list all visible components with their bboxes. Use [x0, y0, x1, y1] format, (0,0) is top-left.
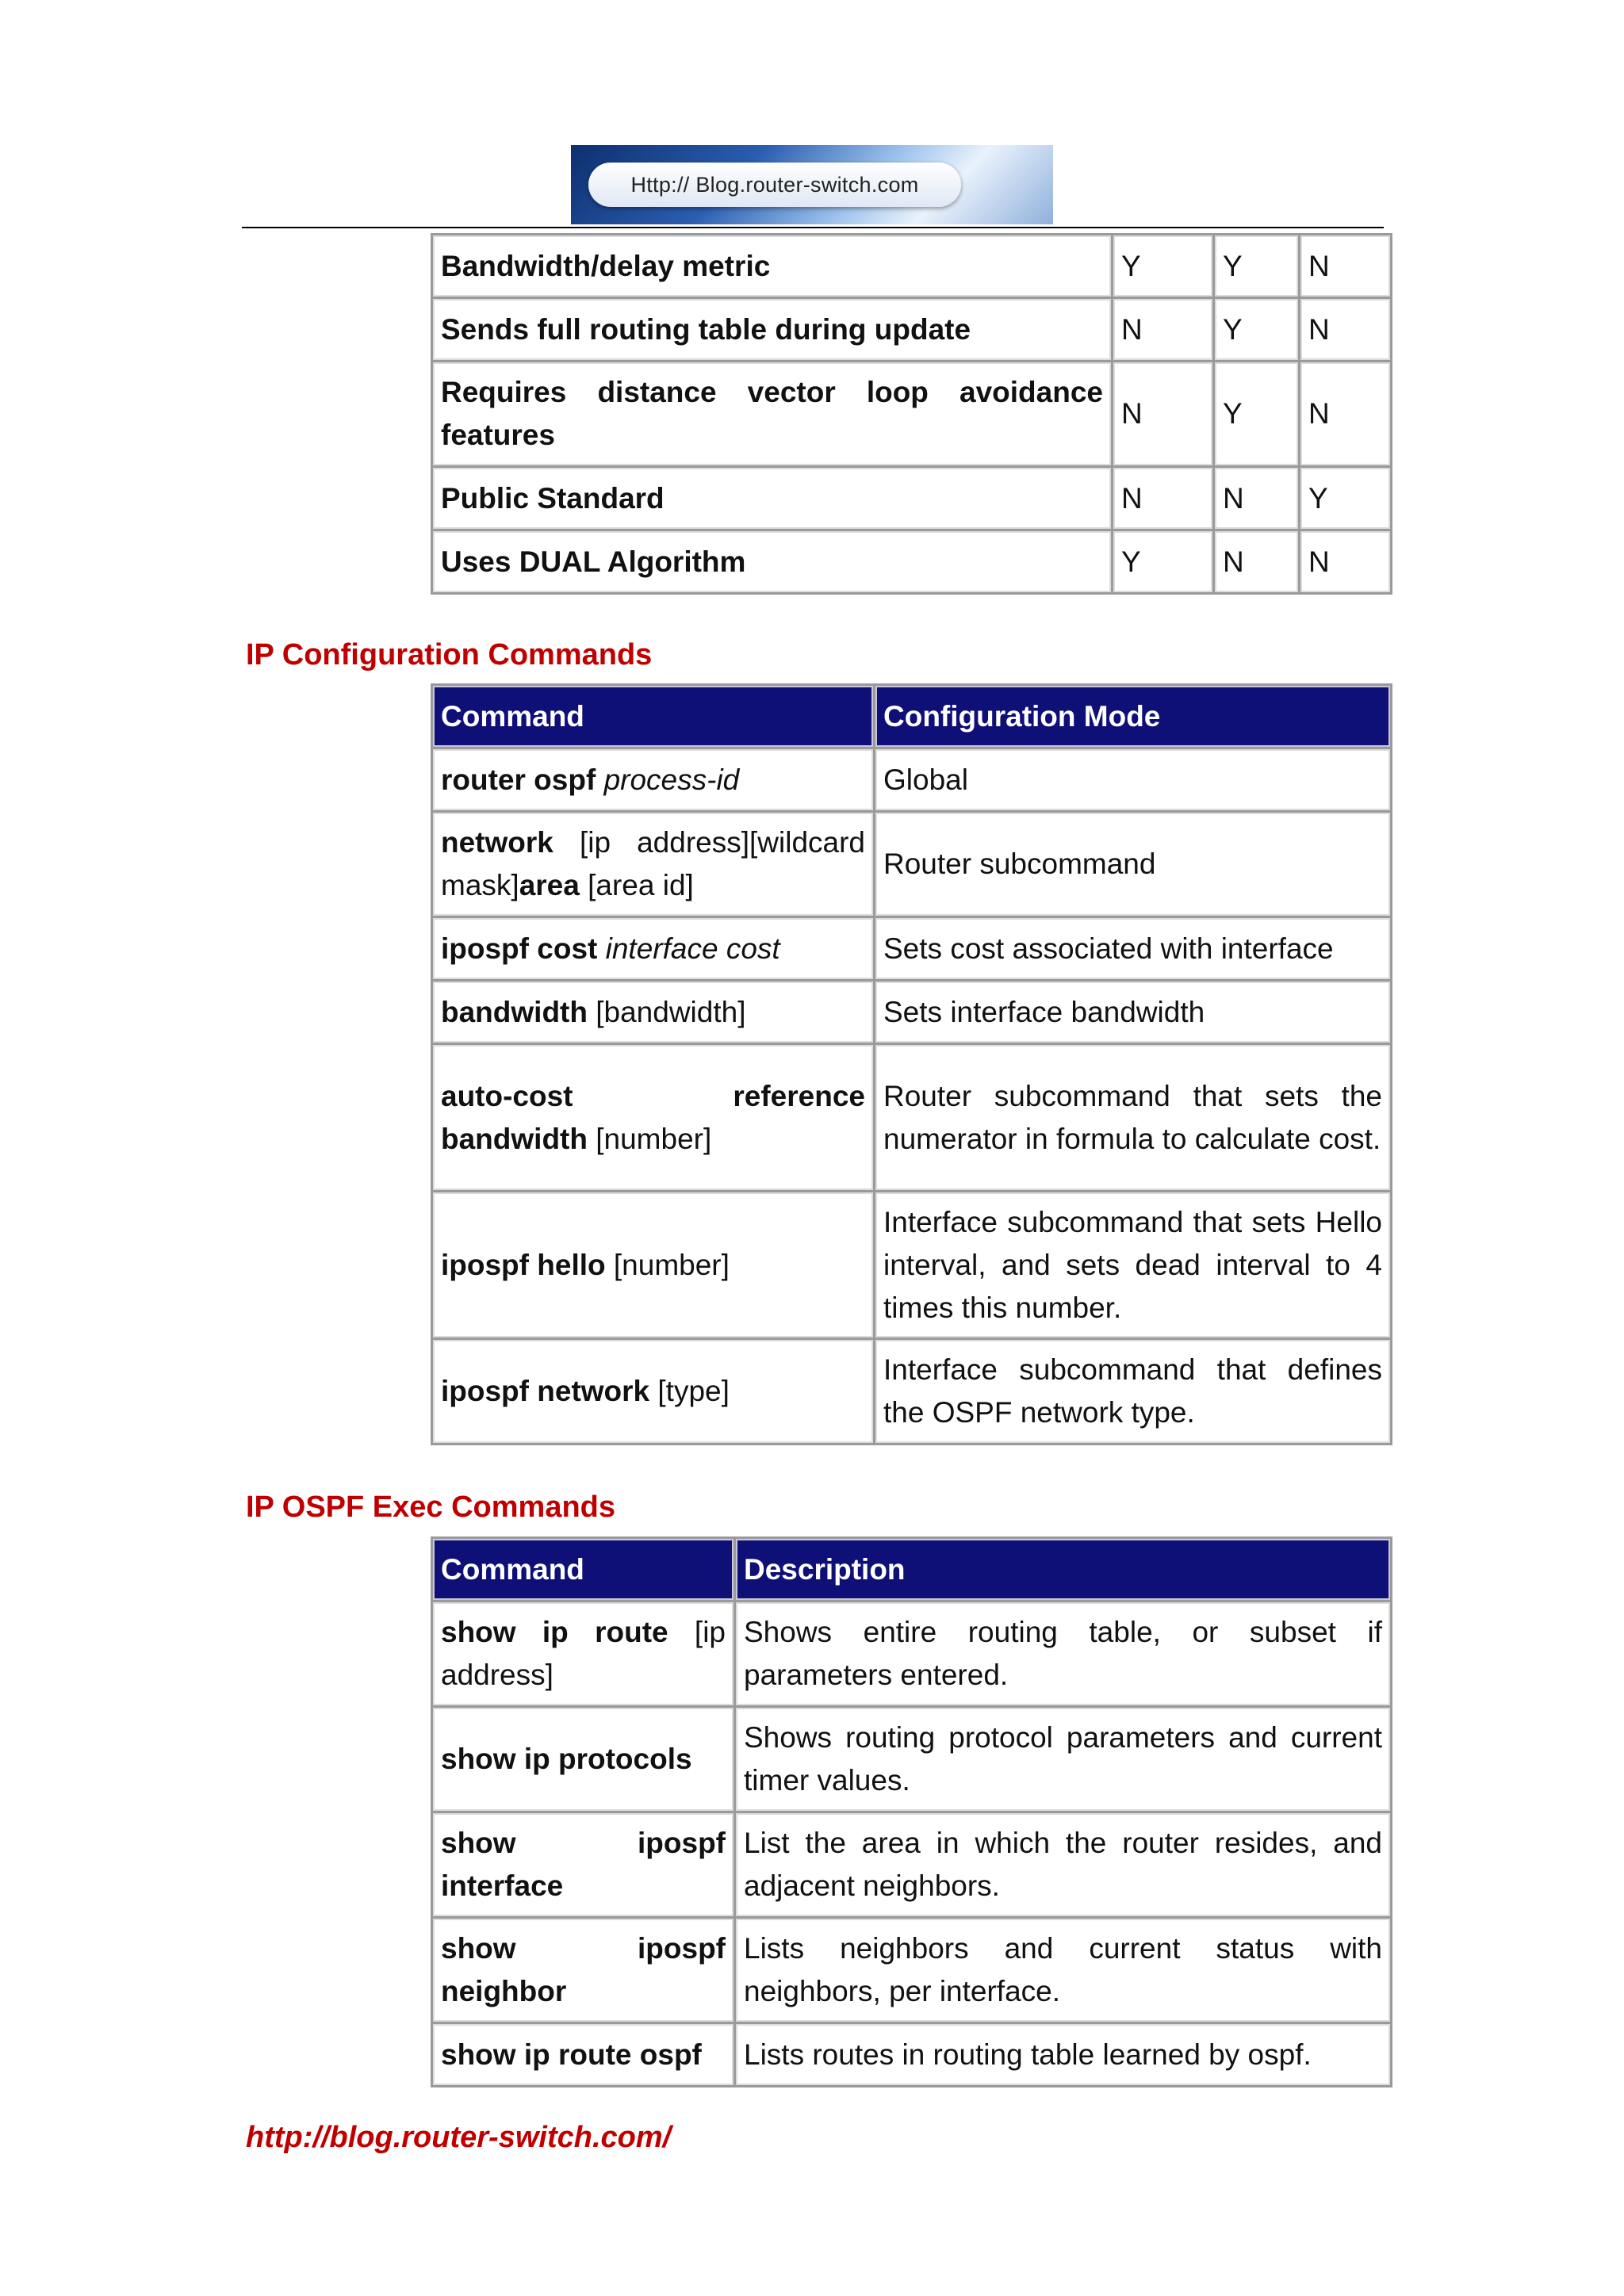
feature-cell: Public Standard: [432, 467, 1113, 530]
description-cell: List the area in which the router resides, and adjacent neighbors.: [735, 1812, 1392, 1918]
description-cell: Router subcommand: [875, 812, 1392, 917]
command-cell: [432, 917, 875, 981]
comparison-table: [431, 233, 1392, 595]
description-cell: Interface subcommand that sets Hello interval, and sets dead interval to 4 times this number.: [875, 1192, 1392, 1339]
description-cell: Lists routes in routing table learned by ospf.: [735, 2023, 1392, 2087]
command-argument: [number]: [613, 1248, 730, 1281]
description-cell: Interface subcommand that defines the OSPF network type.: [875, 1339, 1392, 1445]
table-row: [432, 1918, 1392, 2023]
description-cell: Sets cost associated with interface: [875, 917, 1392, 981]
command-keyword: ipospf network: [441, 1375, 650, 1407]
description-cell: Global: [875, 748, 1392, 812]
table-row: [432, 1044, 1392, 1192]
command-keyword: router ospf: [441, 763, 596, 796]
footer-url[interactable]: http://blog.router-switch.com/: [246, 2121, 672, 2154]
command-cell: [432, 748, 875, 812]
table-header-row: [432, 1538, 1392, 1601]
header-rule: [242, 227, 1384, 228]
command-argument: [ip address][wildcard mask]: [441, 826, 865, 901]
value-cell: N: [1113, 362, 1214, 467]
description-cell: Sets interface bandwidth: [875, 981, 1392, 1044]
command-cell: [432, 1044, 875, 1192]
command-keyword: ipospf hello: [441, 1248, 606, 1281]
value-cell: N: [1113, 298, 1214, 362]
column-header: Command: [432, 1538, 735, 1601]
command-argument: [area id]: [588, 869, 694, 901]
table-row: [432, 2023, 1392, 2087]
exec-commands-table: [431, 1536, 1392, 2087]
command-cell: [432, 1601, 735, 1707]
table-row: [432, 530, 1392, 594]
command-argument: interface cost: [605, 932, 780, 965]
table-row: [432, 917, 1392, 981]
column-header: Command: [432, 685, 875, 748]
value-cell: N: [1214, 467, 1300, 530]
command-cell: [432, 1192, 875, 1339]
column-header: Configuration Mode: [875, 685, 1392, 748]
command-keyword: network: [441, 826, 553, 859]
value-cell: N: [1113, 467, 1214, 530]
table-row: [432, 235, 1392, 298]
value-cell: Y: [1300, 467, 1392, 530]
table-row: [432, 1192, 1392, 1339]
value-cell: Y: [1113, 530, 1214, 594]
command-cell: [432, 981, 875, 1044]
command-cell: show ip route ospf: [432, 2023, 735, 2087]
command-argument: [number]: [596, 1122, 712, 1155]
feature-cell: Bandwidth/delay metric: [432, 235, 1113, 298]
value-cell: N: [1300, 362, 1392, 467]
table-row: [432, 981, 1392, 1044]
command-argument: [ip address]: [441, 1616, 726, 1691]
command-cell: show ipospf neighbor: [432, 1918, 735, 2023]
table-row: [432, 1339, 1392, 1445]
value-cell: Y: [1113, 235, 1214, 298]
description-cell: Shows routing protocol parameters and current timer values.: [735, 1707, 1392, 1812]
value-cell: Y: [1214, 235, 1300, 298]
description-cell: Lists neighbors and current status with neighbors, per interface.: [735, 1918, 1392, 2023]
command-cell: [432, 1339, 875, 1445]
description-cell: Router subcommand that sets the numerator in formula to calculate cost.: [875, 1044, 1392, 1192]
value-cell: Y: [1214, 298, 1300, 362]
value-cell: Y: [1214, 362, 1300, 467]
feature-cell: Requires distance vector loop avoidance features: [432, 362, 1113, 467]
command-keyword: area: [519, 869, 580, 901]
command-cell: show ip protocols: [432, 1707, 735, 1812]
command-argument: process-id: [603, 763, 740, 796]
table-row: [432, 1601, 1392, 1707]
command-keyword: bandwidth: [441, 995, 588, 1028]
logo-text: Http:// Blog.router-switch.com: [588, 163, 961, 207]
table-row: [432, 1812, 1392, 1918]
feature-cell: Uses DUAL Algorithm: [432, 530, 1113, 594]
section-title-exec: IP OSPF Exec Commands: [246, 1490, 616, 1524]
value-cell: N: [1300, 235, 1392, 298]
description-cell: Shows entire routing table, or subset if parameters entered.: [735, 1601, 1392, 1707]
value-cell: N: [1214, 530, 1300, 594]
command-keyword: show ip route: [441, 1616, 668, 1648]
config-commands-table: [431, 683, 1392, 1445]
site-logo: [571, 145, 1053, 224]
command-argument: [bandwidth]: [596, 995, 746, 1028]
table-row: [432, 1707, 1392, 1812]
table-header-row: [432, 685, 1392, 748]
value-cell: N: [1300, 530, 1392, 594]
table-row: [432, 362, 1392, 467]
command-cell: show ipospf interface: [432, 1812, 735, 1918]
table-row: [432, 298, 1392, 362]
command-argument: [type]: [657, 1375, 730, 1407]
command-keyword: auto-cost reference bandwidth: [441, 1079, 865, 1155]
command-keyword: ipospf cost: [441, 932, 598, 965]
feature-cell: Sends full routing table during update: [432, 298, 1113, 362]
section-title-config: IP Configuration Commands: [246, 638, 653, 672]
value-cell: N: [1300, 298, 1392, 362]
table-row: [432, 748, 1392, 812]
command-cell: [432, 812, 875, 917]
table-row: [432, 467, 1392, 530]
column-header: Description: [735, 1538, 1392, 1601]
table-row: [432, 812, 1392, 917]
